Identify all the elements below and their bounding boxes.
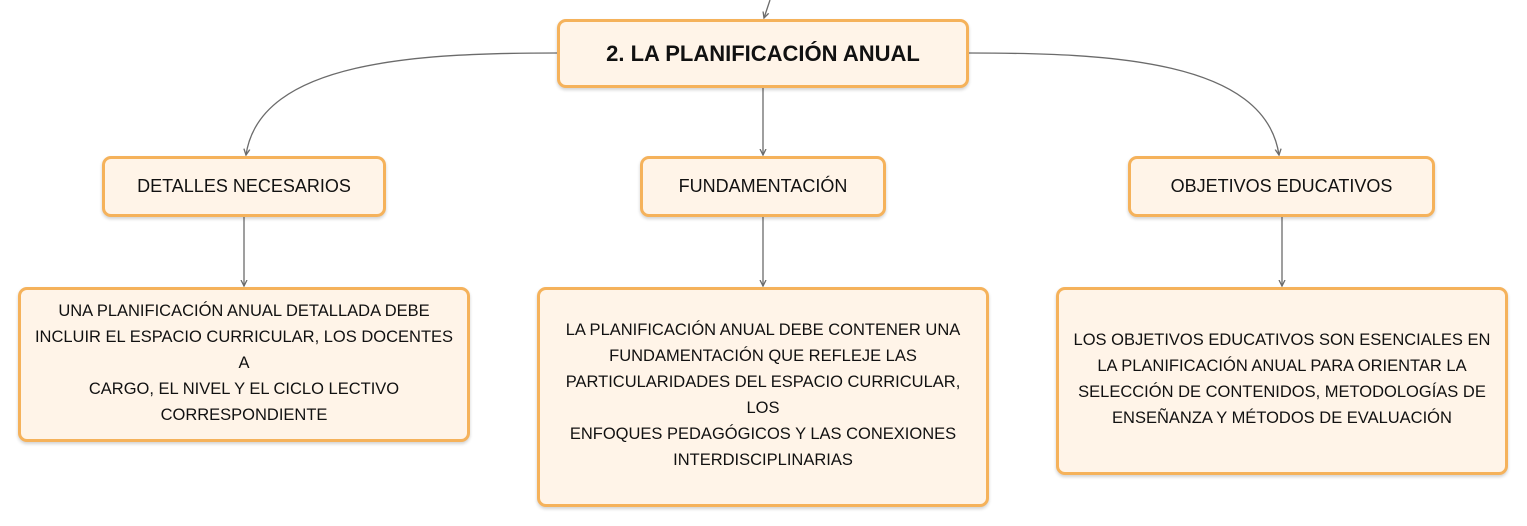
detail-text	[29, 298, 459, 428]
detail-node-detalles-necesarios[interactable]	[18, 287, 470, 442]
detail-node-fundamentacion[interactable]	[537, 287, 989, 507]
topic-node-label: DETALLES NECESARIOS	[137, 176, 351, 196]
detail-text	[1074, 327, 1491, 431]
detail-text	[548, 317, 978, 473]
incoming-connector	[764, 0, 770, 18]
topic-node-fundamentacion[interactable]	[640, 156, 886, 217]
connector-root-to-objetivos	[969, 53, 1279, 155]
detail-line: CORRESPONDIENTE	[160, 405, 328, 424]
detail-line: CARGO, EL NIVEL Y EL CICLO LECTIVO	[88, 379, 400, 398]
topic-node-label: FUNDAMENTACIÓN	[678, 176, 848, 196]
topic-node-objetivos-educativos[interactable]	[1128, 156, 1435, 217]
detail-line: INCLUIR EL ESPACIO CURRICULAR, LOS DOCENTES A	[34, 327, 454, 372]
detail-line: LA PLANIFICACIÓN ANUAL PARA ORIENTAR LA	[1097, 357, 1467, 375]
topic-node-detalles-necesarios[interactable]	[102, 156, 386, 217]
detail-line: LOS OBJETIVOS EDUCATIVOS SON ESENCIALES EN	[1073, 331, 1491, 349]
detail-line: UNA PLANIFICACIÓN ANUAL DETALLADA DEBE	[58, 301, 430, 320]
detail-node-objetivos-educativos[interactable]	[1056, 287, 1508, 475]
detail-line: FUNDAMENTACIÓN QUE REFLEJE LAS	[609, 347, 917, 365]
topic-node-label: OBJETIVOS EDUCATIVOS	[1170, 176, 1393, 196]
detail-line: SELECCIÓN DE CONTENIDOS, METODOLOGÍAS DE	[1078, 383, 1486, 401]
detail-line: INTERDISCIPLINARIAS	[673, 451, 853, 469]
detail-line: LA PLANIFICACIÓN ANUAL DEBE CONTENER UNA	[565, 321, 961, 339]
detail-line: PARTICULARIDADES DEL ESPACIO CURRICULAR, LOS	[565, 373, 961, 417]
root-node-label: 2. LA PLANIFICACIÓN ANUAL	[606, 40, 920, 66]
root-node[interactable]	[557, 19, 969, 88]
detail-line: ENFOQUES PEDAGÓGICOS Y LAS CONEXIONES	[569, 425, 957, 443]
connector-root-to-detalles	[246, 53, 557, 155]
detail-line: ENSEÑANZA Y MÉTODOS DE EVALUACIÓN	[1112, 409, 1452, 427]
